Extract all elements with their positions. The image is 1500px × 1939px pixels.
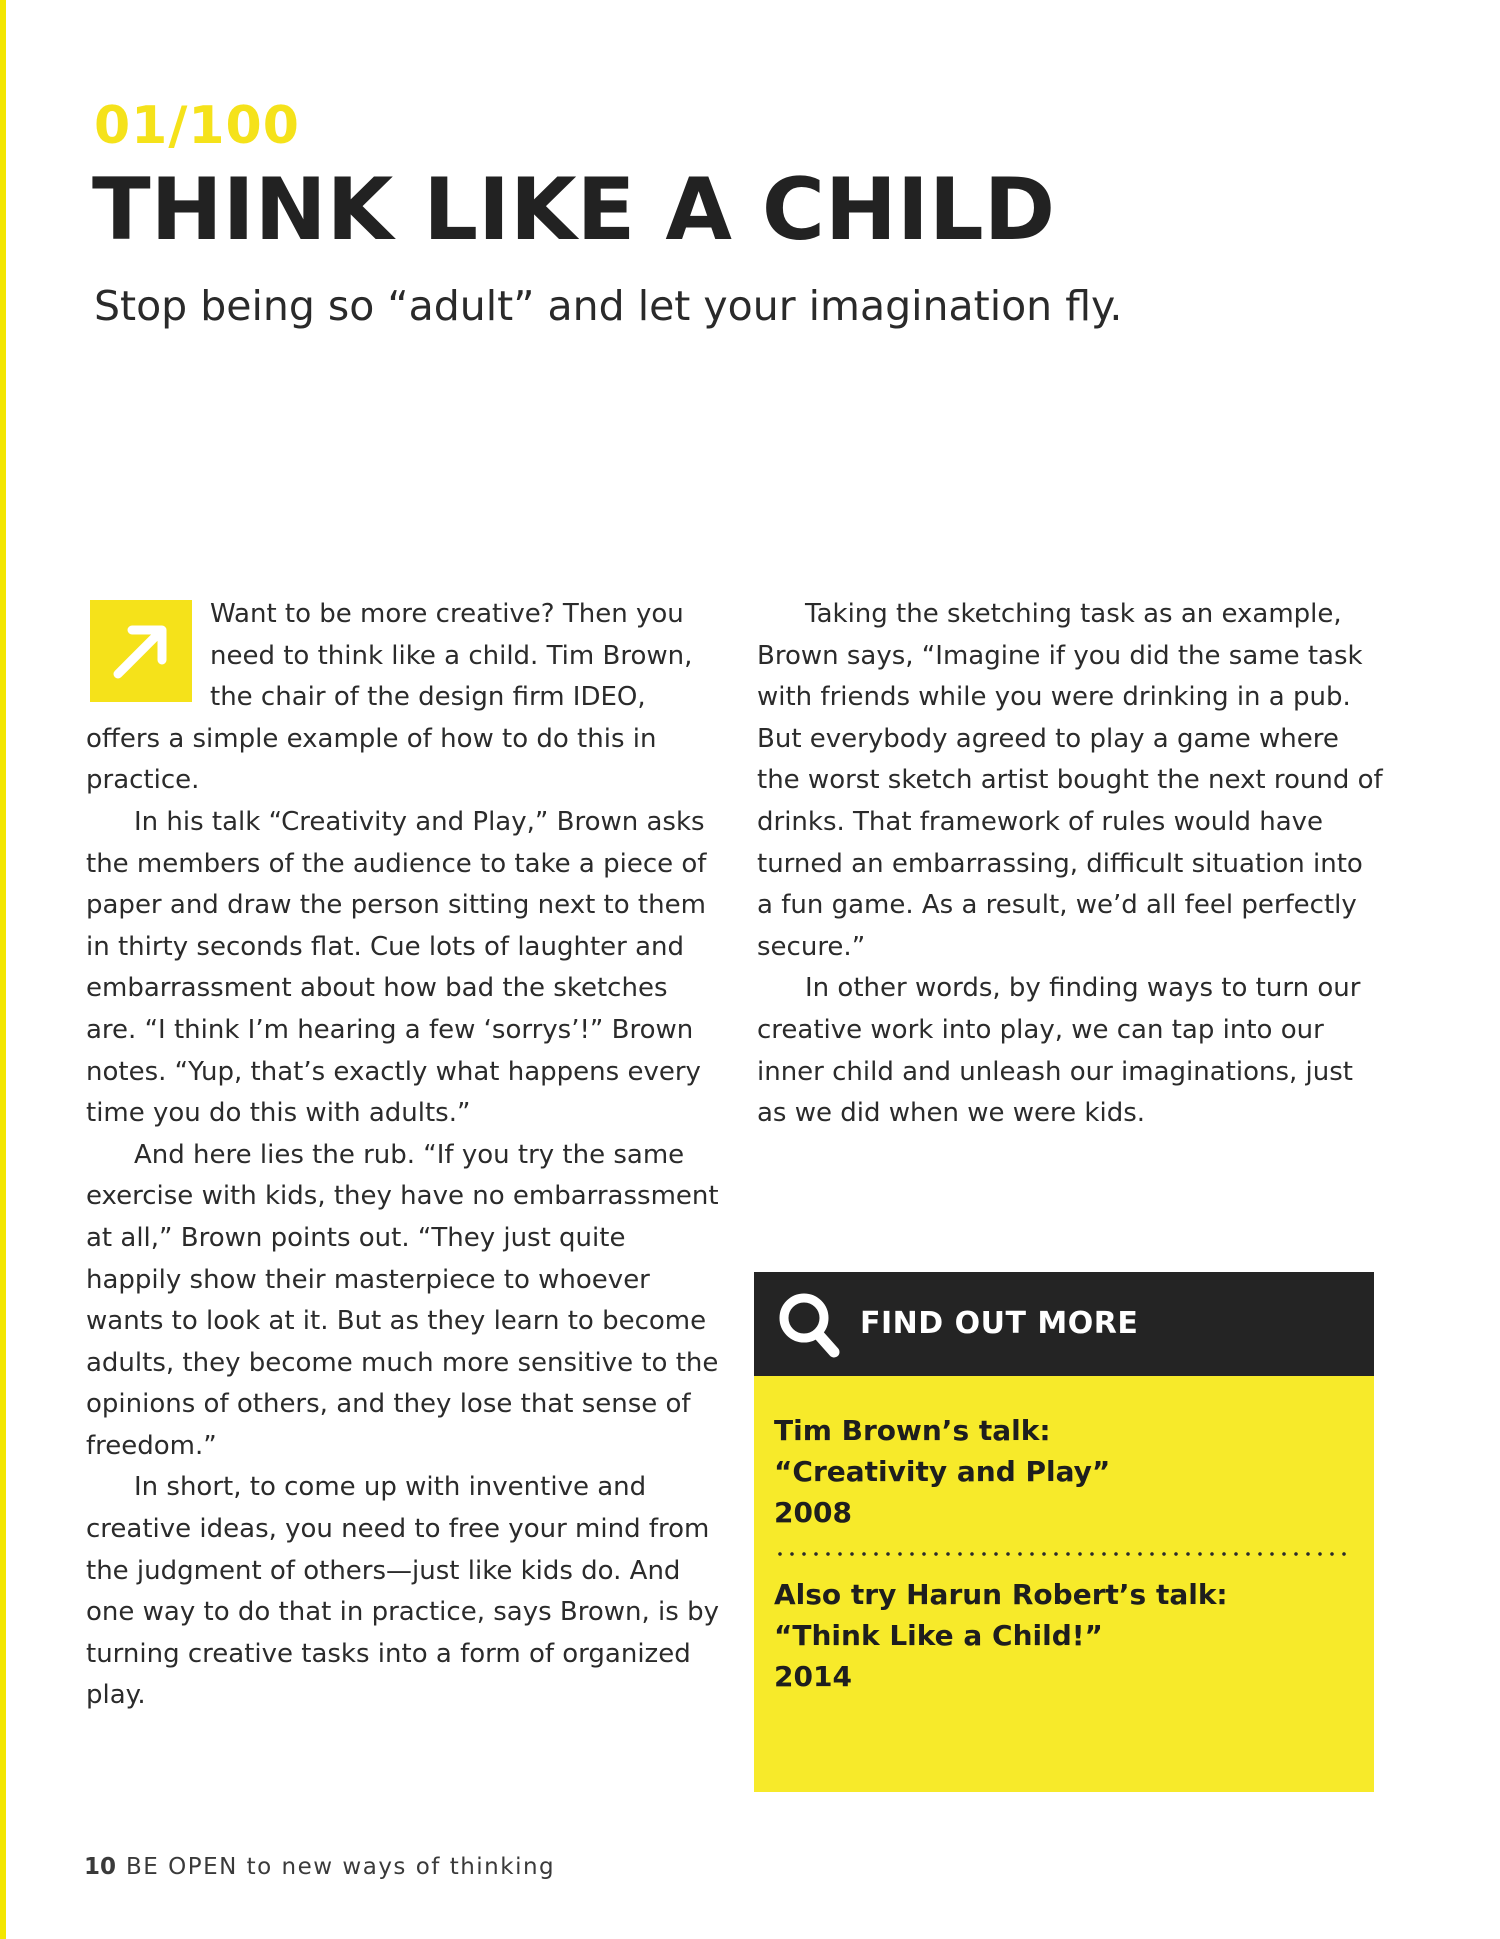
page-subtitle: Stop being so “adult” and let your imagination fly.: [94, 282, 1123, 330]
article-column-left: [86, 594, 726, 1717]
resource-item: [774, 1574, 1354, 1697]
page-footer: [84, 1852, 555, 1882]
article-paragraph: Taking the sketching task as an example, Brown says, “Imagine if you did the same task with friends while you were drinking in a pub. But everybody agreed to play a game where the worst sketch artist bought the next round of drinks. That framework of rules would have turned an embarrassing, difficult situation into a fun game. As a result, we’d all feel perfectly secure.”: [757, 599, 1383, 962]
arrow-icon: [90, 600, 192, 702]
resource-title: “Creativity and Play”: [774, 1455, 1111, 1488]
article-column-right: [757, 594, 1387, 1135]
resource-year: 2008: [774, 1496, 852, 1529]
magnifier-icon: [774, 1286, 846, 1367]
article-paragraph: And here lies the rub. “If you try the same exercise with kids, they have no embarrassment at all,” Brown points out. “They just quite happily show their masterpiece to whoever wants to look at it. But as they learn to become adults, they become much more sensitive to the opinions of others, and they lose that sense of freedom.”: [86, 1139, 719, 1461]
page-number: 10: [84, 1854, 117, 1880]
resource-line: Also try Harun Robert’s talk:: [774, 1578, 1228, 1611]
running-title: BE OPEN to new ways of thinking: [126, 1854, 556, 1880]
page-title: THINK LIKE A CHILD: [92, 160, 1056, 260]
resource-year: 2014: [774, 1660, 852, 1693]
dotted-divider: [774, 1552, 1352, 1556]
resource-title: “Think Like a Child!”: [774, 1619, 1103, 1652]
resource-line: Tim Brown’s talk:: [774, 1414, 1051, 1447]
find-out-more-box: [754, 1272, 1374, 1792]
find-out-more-header: [754, 1272, 1374, 1376]
find-out-more-title: FIND OUT MORE: [860, 1306, 1139, 1341]
article-paragraph: Want to be more creative? Then you need to think like a child. Tim Brown, the chair of the design firm IDEO, offers a simple example of how to do this in practice.: [86, 599, 693, 796]
page-edge-stripe: [0, 0, 6, 1939]
article-paragraph: In other words, by finding ways to turn our creative work into play, we can tap into our inner child and unleash our imaginations, just as we did when we were kids.: [757, 973, 1361, 1129]
resource-item: [774, 1410, 1354, 1533]
article-paragraph: In short, to come up with inventive and creative ideas, you need to free your mind from the judgment of others—just like kids do. And one way to do that in practice, says Brown, is by turning creative tasks into a form of organized play.: [86, 1472, 719, 1711]
section-number: 01/100: [94, 96, 300, 156]
article-paragraph: In his talk “Creativity and Play,” Brown asks the members of the audience to take a piece of paper and draw the person sitting next to them in thirty seconds flat. Cue lots of laughter and embarrassment about how bad the sketches are. “I think I’m hearing a few ‘sorrys’!” Brown notes. “Yup, that’s exactly what happens every time you do this with adults.”: [86, 806, 707, 1129]
